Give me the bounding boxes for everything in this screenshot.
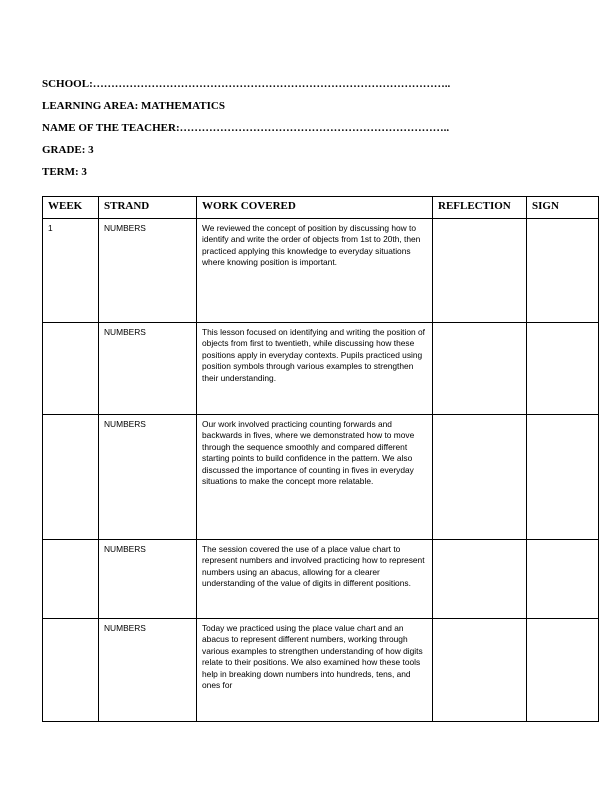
work-covered-cell: The session covered the use of a place value chart to represent numbers and involved practicing how to represent numbers using an abacus, allowing for a clearer understanding of the value of digits in different positions. (197, 540, 433, 619)
table-header-row (43, 197, 599, 219)
column-header-strand: STRAND (99, 197, 197, 219)
term-line: TERM: 3 (42, 166, 87, 178)
table-row (43, 323, 599, 415)
sign-cell (527, 619, 599, 722)
sign-cell (527, 219, 599, 323)
document-header (42, 77, 450, 187)
school-line: SCHOOL:…………………………………………………………………………………….. (42, 78, 451, 90)
week-cell (43, 619, 99, 722)
work-covered-cell: Today we practiced using the place value chart and an abacus to represent different numbers, working through various examples to strengthen understanding of how digits relate to their positions. We also examined how these tools help in breaking down numbers into hundreds, tens, and ones for (197, 619, 433, 722)
column-header-week: WEEK (43, 197, 99, 219)
learning-area-line: LEARNING AREA: MATHEMATICS (42, 100, 225, 112)
work-covered-cell: This lesson focused on identifying and writing the position of objects from first to twentieth, while discussing how these positions apply in everyday contexts. Pupils practiced using position symbols through various examples to strengthen their understanding. (197, 323, 433, 415)
teacher-name-line: NAME OF THE TEACHER:……………………………………………………………….. (42, 122, 450, 134)
column-header-work-covered: WORK COVERED (197, 197, 433, 219)
strand-cell: NUMBERS (99, 415, 197, 540)
table-row (43, 219, 599, 323)
sign-cell (527, 540, 599, 619)
strand-cell: NUMBERS (99, 619, 197, 722)
work-covered-cell: We reviewed the concept of position by discussing how to identify and write the order of objects from 1st to 20th, then practiced applying this knowledge to everyday situations where knowing position is important. (197, 219, 433, 323)
work-covered-cell: Our work involved practicing counting forwards and backwards in fives, where we demonstrated how to move through the sequence smoothly and compared different starting points to build confidence in the pattern. We also discussed the importance of counting in fives in everyday situations to make the concept more relatable. (197, 415, 433, 540)
strand-cell: NUMBERS (99, 540, 197, 619)
reflection-cell (433, 540, 527, 619)
reflection-cell (433, 415, 527, 540)
week-cell (43, 415, 99, 540)
week-cell (43, 540, 99, 619)
table-row (43, 619, 599, 722)
table-row (43, 540, 599, 619)
reflection-cell (433, 619, 527, 722)
column-header-sign: SIGN (527, 197, 599, 219)
sign-cell (527, 323, 599, 415)
week-cell: 1 (43, 219, 99, 323)
sign-cell (527, 415, 599, 540)
record-of-work-table (42, 196, 599, 722)
table-row (43, 415, 599, 540)
column-header-reflection: REFLECTION (433, 197, 527, 219)
strand-cell: NUMBERS (99, 219, 197, 323)
reflection-cell (433, 219, 527, 323)
week-cell (43, 323, 99, 415)
grade-line: GRADE: 3 (42, 144, 94, 156)
strand-cell: NUMBERS (99, 323, 197, 415)
reflection-cell (433, 323, 527, 415)
